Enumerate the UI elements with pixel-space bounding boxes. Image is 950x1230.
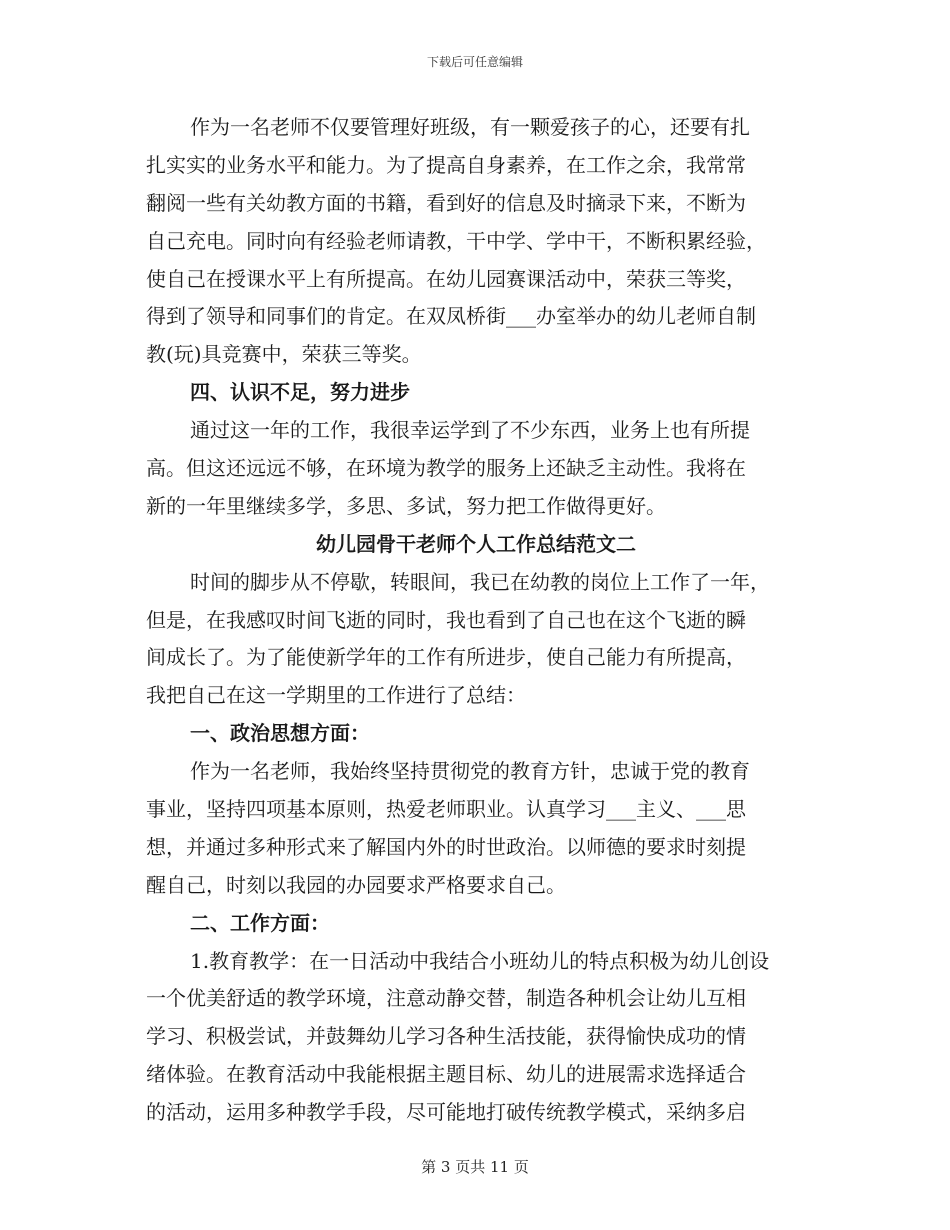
- text-line: 事业，坚持四项基本原则，热爱老师职业。认真学习___主义、___思: [146, 797, 746, 822]
- text-line: 通过这一年的工作，我很幸运学到了不少东西，业务上也有所提: [190, 418, 750, 443]
- text-line: 的活动，运用多种教学手段，尽可能地打破传统教学模式，采纳多启: [146, 1100, 746, 1125]
- text-line: 新的一年里继续多学，多思、多试，努力把工作做得更好。: [146, 493, 666, 518]
- text-line: 学习、积极尝试，并鼓舞幼儿学习各种生活技能，获得愉快成功的情: [146, 1024, 746, 1049]
- text-line: 但是，在我感叹时间飞逝的同时，我也看到了自己也在这个飞逝的瞬: [146, 607, 746, 632]
- text-line: 作为一名老师，我始终坚持贯彻党的教育方针，忠诚于党的教育: [190, 759, 750, 784]
- text-line: 得到了领导和同事们的肯定。在双凤桥街___办室举办的幼儿老师自制: [146, 304, 756, 329]
- text-line: 翻阅一些有关幼教方面的书籍，看到好的信息及时摘录下来，不断为: [146, 190, 746, 215]
- text-line: 绪体验。在教育活动中我能根据主题目标、幼儿的进展需求选择适合: [146, 1062, 746, 1087]
- text-line: 高。但这还远远不够，在环境为教学的服务上还缺乏主动性。我将在: [146, 456, 746, 481]
- text-line: 间成长了。为了能使新学年的工作有所进步，使自己能力有所提高，: [146, 645, 746, 670]
- page-header: 下载后可任意编辑: [426, 55, 523, 69]
- document-title: 幼儿园骨干老师个人工作总结范文二: [316, 531, 636, 556]
- text-line: 一个优美舒适的教学环境，注意动静交替，制造各种机会让幼儿互相: [146, 986, 746, 1011]
- section-heading: 二、工作方面：: [190, 910, 330, 935]
- section-heading: 一、政治思想方面：: [190, 721, 370, 746]
- page-footer: 第 3 页共 11 页: [421, 1158, 529, 1176]
- text-line: 扎实实的业务水平和能力。为了提高自身素养，在工作之余，我常常: [146, 152, 746, 177]
- text-line: 想，并通过多种形式来了解国内外的时世政治。以师德的要求时刻提: [146, 834, 746, 859]
- text-line: 教(玩)具竞赛中，荣获三等奖。: [146, 342, 422, 367]
- document-body: [146, 109, 806, 1132]
- text-line: 作为一名老师不仅要管理好班级，有一颗爱孩子的心，还要有扎: [190, 115, 750, 139]
- text-line: 使自己在授课水平上有所提高。在幼儿园赛课活动中，荣获三等奖，: [146, 266, 746, 291]
- text-line: 我把自己在这一学期里的工作进行了总结：: [146, 683, 526, 708]
- text-line: 醒自己，时刻以我园的办园要求严格要求自己。: [146, 872, 566, 897]
- text-line: 1.教育教学：在一日活动中我结合小班幼儿的特点积极为幼儿创设: [190, 948, 770, 973]
- section-heading: 四、认识不足，努力进步: [190, 380, 410, 405]
- text-line: 时间的脚步从不停歇，转眼间，我已在幼教的岗位上工作了一年，: [190, 569, 770, 594]
- text-line: 自己充电。同时向有经验老师请教，干中学、学中干，不断积累经验，: [146, 228, 766, 253]
